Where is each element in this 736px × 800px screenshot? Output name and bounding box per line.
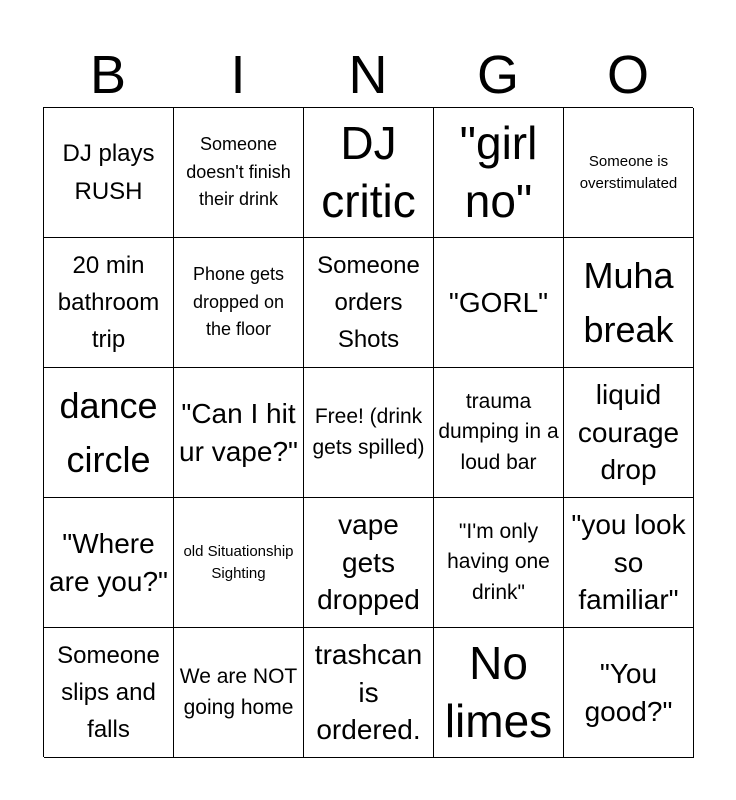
bingo-cell-b5[interactable] [44, 628, 174, 758]
bingo-cell-g4[interactable] [434, 498, 564, 628]
header-letter-g: G [476, 45, 519, 105]
bingo-cell-g2[interactable] [434, 238, 564, 368]
bingo-cell-b3[interactable] [44, 368, 174, 498]
cell-text: Someone slips and falls [57, 641, 160, 744]
bingo-header [43, 42, 693, 108]
cell-text: "Where are you?" [49, 527, 168, 597]
cell-text: "I'm only having one drink" [447, 519, 550, 604]
bingo-cell-g5[interactable] [434, 628, 564, 758]
header-letter-b: B [89, 45, 127, 105]
bingo-cell-i3[interactable] [174, 368, 304, 498]
header-letter-n: N [348, 45, 388, 105]
bingo-cell-g1[interactable] [434, 108, 564, 238]
bingo-cell-i4[interactable] [174, 498, 304, 628]
cell-text: No limes [444, 637, 553, 747]
cell-text: dance circle [59, 384, 158, 480]
bingo-cell-o3[interactable] [564, 368, 694, 498]
bingo-cell-n2[interactable] [304, 238, 434, 368]
bingo-cell-g3[interactable] [434, 368, 564, 498]
bingo-cell-i5[interactable] [174, 628, 304, 758]
cell-text: "girl no" [459, 117, 538, 227]
bingo-cell-o2[interactable] [564, 238, 694, 368]
cell-text: Phone gets dropped on the floor [192, 263, 285, 340]
header-letter-o: O [606, 45, 649, 105]
cell-text: "you look so familiar" [571, 508, 686, 616]
cell-text: trauma dumping in a loud bar [438, 389, 559, 474]
cell-text: "You good?" [584, 657, 673, 727]
cell-text: DJ plays RUSH [62, 140, 155, 205]
cell-text: We are NOT going home [179, 665, 298, 719]
cell-text: Someone is overstimulated [579, 152, 678, 192]
cell-text: "Can I hit ur vape?" [179, 397, 298, 467]
cell-text: DJ critic [321, 117, 416, 227]
bingo-cell-b1[interactable] [44, 108, 174, 238]
cell-text: Someone doesn't finish their drink [186, 133, 291, 210]
bingo-cell-i2[interactable] [174, 238, 304, 368]
cell-text: "GORL" [448, 286, 549, 318]
cell-text: Someone orders Shots [317, 251, 420, 354]
cell-text: liquid courage drop [577, 378, 680, 486]
bingo-cell-n1[interactable] [304, 108, 434, 238]
cell-text: trashcan is ordered. [314, 638, 423, 746]
bingo-cell-b4[interactable] [44, 498, 174, 628]
bingo-cell-n3-free[interactable] [304, 368, 434, 498]
bingo-cell-i1[interactable] [174, 108, 304, 238]
cell-text: old Situationship Sighting [183, 542, 294, 582]
cell-text: Free! (drink gets spilled) [312, 405, 425, 459]
bingo-board [43, 107, 693, 757]
bingo-cell-o4[interactable] [564, 498, 694, 628]
cell-text: vape gets dropped [317, 508, 420, 616]
cell-text: Muha break [583, 254, 674, 350]
bingo-cell-n5[interactable] [304, 628, 434, 758]
bingo-cell-n4[interactable] [304, 498, 434, 628]
bingo-cell-o1[interactable] [564, 108, 694, 238]
bingo-cell-b2[interactable] [44, 238, 174, 368]
bingo-cell-o5[interactable] [564, 628, 694, 758]
header-letter-i: I [230, 45, 246, 105]
cell-text: 20 min bathroom trip [57, 251, 160, 354]
